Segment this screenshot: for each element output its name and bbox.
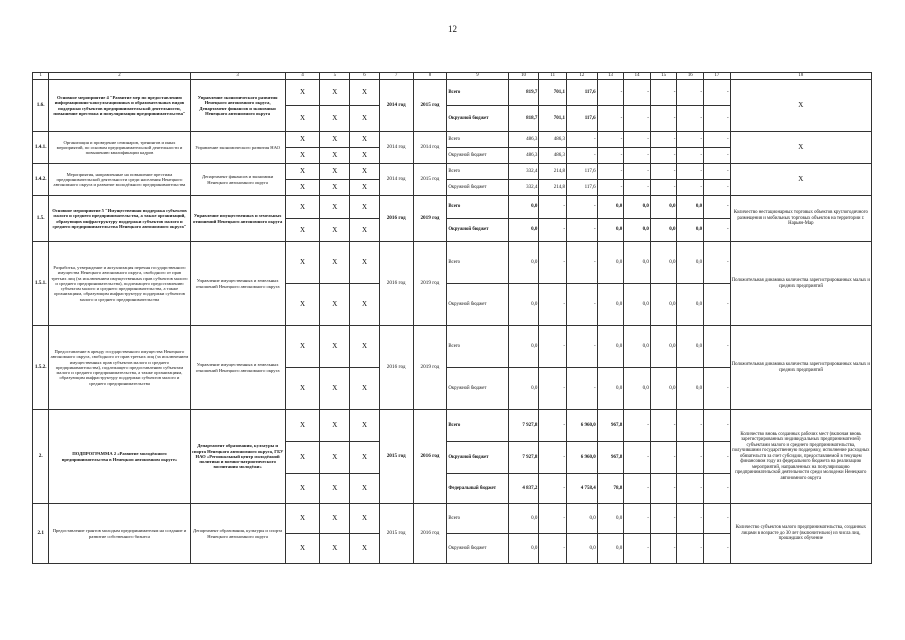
amount-cell: 486,3 xyxy=(539,148,567,164)
amount-cell: - xyxy=(597,180,624,196)
amount-cell: 0,0 xyxy=(597,534,624,564)
amount-cell: 78,8 xyxy=(597,474,624,504)
amount-cell: 0,0 xyxy=(650,196,677,219)
column-header: 13 xyxy=(597,73,624,80)
x-mark: X xyxy=(350,164,380,180)
amount-cell: - xyxy=(539,504,567,534)
funding-source: Окружной бюджет xyxy=(447,534,508,564)
amount-cell: 332,4 xyxy=(508,164,539,180)
amount-cell: - xyxy=(704,534,731,564)
end-year: 2015 год xyxy=(413,80,447,132)
amount-cell: 0,0 xyxy=(597,242,624,284)
amount-cell: 819,7 xyxy=(508,80,539,106)
amount-cell: - xyxy=(539,368,567,410)
funding-source: Всего xyxy=(447,242,508,284)
amount-cell: - xyxy=(704,180,731,196)
amount-cell: 0,0 xyxy=(677,242,704,284)
table-row xyxy=(33,326,872,368)
amount-cell: 7 927,8 xyxy=(508,410,539,442)
amount-cell: - xyxy=(677,106,704,132)
x-mark: X xyxy=(285,534,320,564)
x-mark: X xyxy=(320,368,350,410)
row-number: 1.5.1. xyxy=(33,242,49,326)
amount-cell: 0,0 xyxy=(624,326,651,368)
amount-cell: - xyxy=(677,180,704,196)
amount-cell: - xyxy=(567,219,598,242)
amount-cell: 0,0 xyxy=(508,534,539,564)
amount-cell: 701,1 xyxy=(539,106,567,132)
amount-cell: 0,0 xyxy=(597,219,624,242)
amount-cell: 0,0 xyxy=(508,284,539,326)
expected-result: Количество вновь созданных рабочих мест (включая вновь зарегистрированных индивидуальных предпринимателей) субъектами малого и среднего предпринимательства, получившими государственную поддержку, исполнение расходных обязательств за счет субсидии, предоставляемой в текущем финансовом году из федерального бюджета на реализацию мероприятий, направленных на популяризацию предпринимательской деятельности среди молодежи Ненецкого автономного округа xyxy=(730,410,871,504)
amount-cell: - xyxy=(597,164,624,180)
amount-cell: - xyxy=(539,474,567,504)
amount-cell: - xyxy=(650,474,677,504)
x-mark: X xyxy=(285,164,320,180)
x-mark: X xyxy=(320,442,350,474)
amount-cell: - xyxy=(677,474,704,504)
start-year: 2016 год xyxy=(379,196,413,242)
start-year: 2015 год xyxy=(379,410,413,504)
start-year: 2014 год xyxy=(379,80,413,132)
measure-name: Разработка, утверждение и актуализация перечня государственного имущества Ненецкого автономного округа, свободного от прав третьих лиц (за исключением имущественных прав субъектов малого и среднего предпринимательства), подлежащего предоставлению субъектам малого и среднего предпринимательства, а также организациям, образующим инфраструктуру поддержки субъектов малого и среднего предпринимательства xyxy=(49,242,190,326)
amount-cell: 0,0 xyxy=(508,326,539,368)
amount-cell: - xyxy=(704,196,731,219)
column-header: 6 xyxy=(350,73,380,80)
executor: Департамент финансов и экономики Ненецкого автономного округа xyxy=(190,164,285,196)
table-row xyxy=(33,196,872,219)
amount-cell: - xyxy=(567,132,598,148)
x-mark: X xyxy=(285,284,320,326)
start-year: 2015 год xyxy=(379,504,413,564)
amount-cell: 4 837,2 xyxy=(508,474,539,504)
amount-cell: 967,8 xyxy=(597,410,624,442)
amount-cell: 0,0 xyxy=(597,284,624,326)
amount-cell: 117,6 xyxy=(567,80,598,106)
amount-cell: - xyxy=(704,242,731,284)
table-row xyxy=(33,80,872,106)
x-mark: X xyxy=(285,219,320,242)
amount-cell: 0,0 xyxy=(567,534,598,564)
amount-cell: - xyxy=(704,504,731,534)
x-mark: X xyxy=(350,219,380,242)
amount-cell: 967,8 xyxy=(597,442,624,474)
funding-source: Окружной бюджет xyxy=(447,219,508,242)
funding-source: Федеральный бюджет xyxy=(447,474,508,504)
amount-cell: - xyxy=(539,284,567,326)
column-header: 8 xyxy=(413,73,447,80)
amount-cell: 818,7 xyxy=(508,106,539,132)
column-header: 3 xyxy=(190,73,285,80)
amount-cell: 0,0 xyxy=(624,196,651,219)
amount-cell: - xyxy=(677,410,704,442)
x-mark: X xyxy=(320,326,350,368)
expected-result: Количество субъектов малого предпринимательства, созданных лицами в возрасте до 30 лет (включительно) из числа лиц, прошедших обучение xyxy=(730,504,871,564)
table-row xyxy=(33,410,872,442)
amount-cell: - xyxy=(539,242,567,284)
amount-cell: 0,0 xyxy=(597,504,624,534)
measure-name: Основное мероприятие 5 "Имущественная поддержка субъектов малого и среднего предпринимательства, а также организаций, образующих инфраструктуру поддержки субъектов малого и среднего предпринимательства Ненецкого автономного округа" xyxy=(49,196,190,242)
x-mark: X xyxy=(350,442,380,474)
column-header: 16 xyxy=(677,73,704,80)
amount-cell: - xyxy=(597,80,624,106)
header-row xyxy=(33,73,872,80)
amount-cell: - xyxy=(650,164,677,180)
column-header: 4 xyxy=(285,73,320,80)
funding-source: Окружной бюджет xyxy=(447,180,508,196)
column-header: 10 xyxy=(508,73,539,80)
x-mark: X xyxy=(285,326,320,368)
end-year: 2016 год xyxy=(413,504,447,564)
amount-cell: - xyxy=(624,410,651,442)
amount-cell: - xyxy=(539,442,567,474)
amount-cell: - xyxy=(567,326,598,368)
column-header: 11 xyxy=(539,73,567,80)
funding-source: Окружной бюджет xyxy=(447,442,508,474)
executor: Департамент образования, культуры и спорта Ненецкого автономного округа xyxy=(190,504,285,564)
amount-cell: 0,0 xyxy=(650,368,677,410)
amount-cell: - xyxy=(567,284,598,326)
amount-cell: - xyxy=(704,284,731,326)
amount-cell: - xyxy=(567,196,598,219)
amount-cell: 0,0 xyxy=(624,242,651,284)
x-mark: X xyxy=(285,410,320,442)
amount-cell: - xyxy=(677,132,704,148)
funding-source: Окружной бюджет xyxy=(447,284,508,326)
amount-cell: - xyxy=(539,410,567,442)
amount-cell: - xyxy=(677,504,704,534)
amount-cell: - xyxy=(704,442,731,474)
funding-source: Окружной бюджет xyxy=(447,148,508,164)
amount-cell: - xyxy=(650,410,677,442)
row-number: 2. xyxy=(33,410,49,504)
end-year: 2019 год xyxy=(413,242,447,326)
amount-cell: - xyxy=(567,368,598,410)
amount-cell: - xyxy=(704,410,731,442)
amount-cell: 4 758,4 xyxy=(567,474,598,504)
measure-name: Основное мероприятие 4 "Развитие мер по предоставлению информационно-консультационных и образовательных видов поддержки субъектов предпринимательской деятельности, повышение престижа и популяризация предпринимательства" xyxy=(49,80,190,132)
amount-cell: - xyxy=(650,148,677,164)
x-mark: X xyxy=(285,242,320,284)
table-row xyxy=(33,242,872,284)
amount-cell: - xyxy=(704,106,731,132)
executor: Департамент образования, культуры и спорта Ненецкого автономного округа, ГБУ НАО «Региональный центр молодёжной политики и военно-патриотического воспитания молодёжи» xyxy=(190,410,285,504)
row-number: 1.4.1. xyxy=(33,132,49,164)
amount-cell: 0,0 xyxy=(650,242,677,284)
amount-cell: - xyxy=(624,148,651,164)
column-header: 5 xyxy=(320,73,350,80)
amount-cell: - xyxy=(677,442,704,474)
x-mark: X xyxy=(350,284,380,326)
funding-source: Всего xyxy=(447,164,508,180)
amount-cell: 332,4 xyxy=(508,180,539,196)
x-mark: X xyxy=(320,148,350,164)
x-mark: X xyxy=(320,284,350,326)
x-mark: X xyxy=(285,106,320,132)
x-mark: X xyxy=(320,504,350,534)
column-header: 18 xyxy=(730,73,871,80)
x-mark: X xyxy=(285,442,320,474)
amount-cell: 0,0 xyxy=(508,368,539,410)
x-mark: X xyxy=(320,80,350,106)
x-mark: X xyxy=(320,534,350,564)
amount-cell: - xyxy=(597,106,624,132)
amount-cell: - xyxy=(704,474,731,504)
amount-cell: 0,0 xyxy=(597,326,624,368)
amount-cell: 0,0 xyxy=(650,219,677,242)
funding-source: Окружной бюджет xyxy=(447,368,508,410)
measure-name: Мероприятия, направленные на повышение престижа предпринимательской деятельности среди населения Ненецкого автономного округа и развитие молодёжного предпринимательства xyxy=(49,164,190,196)
column-header: 1 xyxy=(33,73,49,80)
funding-source: Всего xyxy=(447,504,508,534)
amount-cell: - xyxy=(624,504,651,534)
amount-cell: 0,0 xyxy=(624,368,651,410)
funding-source: Всего xyxy=(447,410,508,442)
end-year: 2016 год xyxy=(413,410,447,504)
amount-cell: - xyxy=(704,219,731,242)
amount-cell: 117,6 xyxy=(567,180,598,196)
x-mark: X xyxy=(320,132,350,148)
amount-cell: - xyxy=(650,80,677,106)
executor: Управление имущественных и земельных отношений Ненецкого автономного округа xyxy=(190,196,285,242)
amount-cell: - xyxy=(597,132,624,148)
expected-result: Положительная динамика количества зарегистрированных малых и средних предприятий xyxy=(730,326,871,410)
end-year: 2019 год xyxy=(413,196,447,242)
x-mark: X xyxy=(285,196,320,219)
expected-result: Количество нестационарных торговых объектов круглогодичного размещения и мобильных торговых объектов на территории г. Нарьян-Мар xyxy=(730,196,871,242)
x-mark: X xyxy=(285,504,320,534)
amount-cell: - xyxy=(624,180,651,196)
x-mark: X xyxy=(320,196,350,219)
x-mark: X xyxy=(350,410,380,442)
amount-cell: - xyxy=(539,326,567,368)
funding-source: Всего xyxy=(447,80,508,106)
x-mark: X xyxy=(350,504,380,534)
amount-cell: - xyxy=(539,534,567,564)
amount-cell: 214,8 xyxy=(539,180,567,196)
amount-cell: - xyxy=(567,242,598,284)
executor: Управление имущественных и земельных отношений Ненецкого автономного округа xyxy=(190,326,285,410)
start-year: 2016 год xyxy=(379,242,413,326)
amount-cell: 0,0 xyxy=(677,326,704,368)
expected-result: X xyxy=(730,132,871,164)
column-header: 7 xyxy=(379,73,413,80)
funding-source: Всего xyxy=(447,326,508,368)
x-mark: X xyxy=(350,196,380,219)
amount-cell: - xyxy=(704,164,731,180)
x-mark: X xyxy=(350,148,380,164)
amount-cell: - xyxy=(539,196,567,219)
amount-cell: 486,3 xyxy=(508,148,539,164)
column-header: 2 xyxy=(49,73,190,80)
x-mark: X xyxy=(285,180,320,196)
row-number: 1.5.2. xyxy=(33,326,49,410)
column-header: 9 xyxy=(447,73,508,80)
executor: Управление экономического развития НАО xyxy=(190,132,285,164)
amount-cell: - xyxy=(539,219,567,242)
column-header: 12 xyxy=(567,73,598,80)
amount-cell: 7 927,8 xyxy=(508,442,539,474)
amount-cell: 0,0 xyxy=(508,196,539,219)
amount-cell: - xyxy=(567,148,598,164)
x-mark: X xyxy=(350,132,380,148)
amount-cell: 214,8 xyxy=(539,164,567,180)
amount-cell: - xyxy=(650,534,677,564)
amount-cell: 0,0 xyxy=(567,504,598,534)
executor: Управление имущественных и земельных отношений Ненецкого автономного округа xyxy=(190,242,285,326)
end-year: 2014 год xyxy=(413,132,447,164)
x-mark: X xyxy=(350,474,380,504)
column-header: 15 xyxy=(650,73,677,80)
expected-result: X xyxy=(730,164,871,196)
amount-cell: - xyxy=(650,106,677,132)
amount-cell: 0,0 xyxy=(677,196,704,219)
amount-cell: - xyxy=(677,164,704,180)
amount-cell: 0,0 xyxy=(597,196,624,219)
amount-cell: - xyxy=(624,80,651,106)
x-mark: X xyxy=(350,368,380,410)
column-header: 17 xyxy=(704,73,731,80)
row-number: 1.6. xyxy=(33,80,49,132)
amount-cell: - xyxy=(704,326,731,368)
executor: Управление экономического развития Ненецкого автономного округа, Департамент финансов и экономики Ненецкого автономного округа xyxy=(190,80,285,132)
end-year: 2019 год xyxy=(413,326,447,410)
x-mark: X xyxy=(350,242,380,284)
table-row xyxy=(33,164,872,180)
amount-cell: - xyxy=(650,132,677,148)
x-mark: X xyxy=(320,410,350,442)
x-mark: X xyxy=(350,534,380,564)
amount-cell: 0,0 xyxy=(597,368,624,410)
row-number: 1.5. xyxy=(33,196,49,242)
amount-cell: 0,0 xyxy=(508,504,539,534)
amount-cell: - xyxy=(650,504,677,534)
measure-name: Организация и проведение семинаров, тренингов и иных мероприятий, по основам предпринимательской деятельности и повышению квалификации кадров xyxy=(49,132,190,164)
funding-source: Окружной бюджет xyxy=(447,106,508,132)
amount-cell: 117,6 xyxy=(567,106,598,132)
amount-cell: 0,0 xyxy=(624,284,651,326)
x-mark: X xyxy=(320,180,350,196)
x-mark: X xyxy=(285,368,320,410)
amount-cell: - xyxy=(704,80,731,106)
end-year: 2015 год xyxy=(413,164,447,196)
column-header: 14 xyxy=(624,73,651,80)
amount-cell: 0,0 xyxy=(508,242,539,284)
expected-result: X xyxy=(730,80,871,132)
start-year: 2014 год xyxy=(379,132,413,164)
amount-cell: 0,0 xyxy=(624,219,651,242)
amount-cell: - xyxy=(704,148,731,164)
amount-cell: 6 960,0 xyxy=(567,442,598,474)
x-mark: X xyxy=(320,474,350,504)
start-year: 2014 год xyxy=(379,164,413,196)
amount-cell: - xyxy=(624,106,651,132)
amount-cell: 6 960,0 xyxy=(567,410,598,442)
x-mark: X xyxy=(320,242,350,284)
x-mark: X xyxy=(285,474,320,504)
amount-cell: - xyxy=(624,132,651,148)
amount-cell: 0,0 xyxy=(650,326,677,368)
amount-cell: 0,0 xyxy=(677,284,704,326)
amount-cell: 486,3 xyxy=(508,132,539,148)
measure-name: Предоставление в аренду государственного имущества Ненецкого автономного округа, свободного от прав третьих лиц (за исключением имущественных прав субъектов малого и среднего предпринимательства), подлежащего предоставлению субъектам малого и среднего предпринимательства, а также организациям, образующим инфраструктуру поддержки субъектов малого и среднего предпринимательства xyxy=(49,326,190,410)
amount-cell: - xyxy=(650,442,677,474)
x-mark: X xyxy=(285,80,320,106)
x-mark: X xyxy=(350,106,380,132)
x-mark: X xyxy=(320,106,350,132)
measure-name: ПОДПРОГРАММА 2 «Развитие молодёжного предпринимательства в Ненецком автономном округе» xyxy=(49,410,190,504)
amount-cell: - xyxy=(704,132,731,148)
amount-cell: - xyxy=(677,148,704,164)
amount-cell: 0,0 xyxy=(508,219,539,242)
funding-source: Всего xyxy=(447,132,508,148)
amount-cell: - xyxy=(624,474,651,504)
amount-cell: - xyxy=(624,164,651,180)
amount-cell: - xyxy=(597,148,624,164)
table-row xyxy=(33,132,872,148)
expected-result: Положительная динамика количества зарегистрированных малых и средних предприятий xyxy=(730,242,871,326)
x-mark: X xyxy=(285,148,320,164)
page-number: 12 xyxy=(448,24,457,34)
start-year: 2016 год xyxy=(379,326,413,410)
row-number: 2.1 xyxy=(33,504,49,564)
amount-cell: 0,0 xyxy=(650,284,677,326)
amount-cell: - xyxy=(624,442,651,474)
row-number: 1.4.2. xyxy=(33,164,49,196)
x-mark: X xyxy=(350,180,380,196)
x-mark: X xyxy=(350,326,380,368)
amount-cell: 486,3 xyxy=(539,132,567,148)
amount-cell: 0,0 xyxy=(677,219,704,242)
measure-name: Предоставление грантов молодым предпринимателям на создание и развитие собственного бизнеса xyxy=(49,504,190,564)
amount-cell: 0,0 xyxy=(677,368,704,410)
amount-cell: 117,6 xyxy=(567,164,598,180)
x-mark: X xyxy=(320,164,350,180)
amount-cell: 701,1 xyxy=(539,80,567,106)
amount-cell: - xyxy=(704,368,731,410)
program-table xyxy=(32,72,872,564)
x-mark: X xyxy=(320,219,350,242)
table-row xyxy=(33,504,872,534)
x-mark: X xyxy=(350,80,380,106)
amount-cell: - xyxy=(677,534,704,564)
amount-cell: - xyxy=(624,534,651,564)
x-mark: X xyxy=(285,132,320,148)
amount-cell: - xyxy=(650,180,677,196)
funding-source: Всего xyxy=(447,196,508,219)
amount-cell: - xyxy=(677,80,704,106)
